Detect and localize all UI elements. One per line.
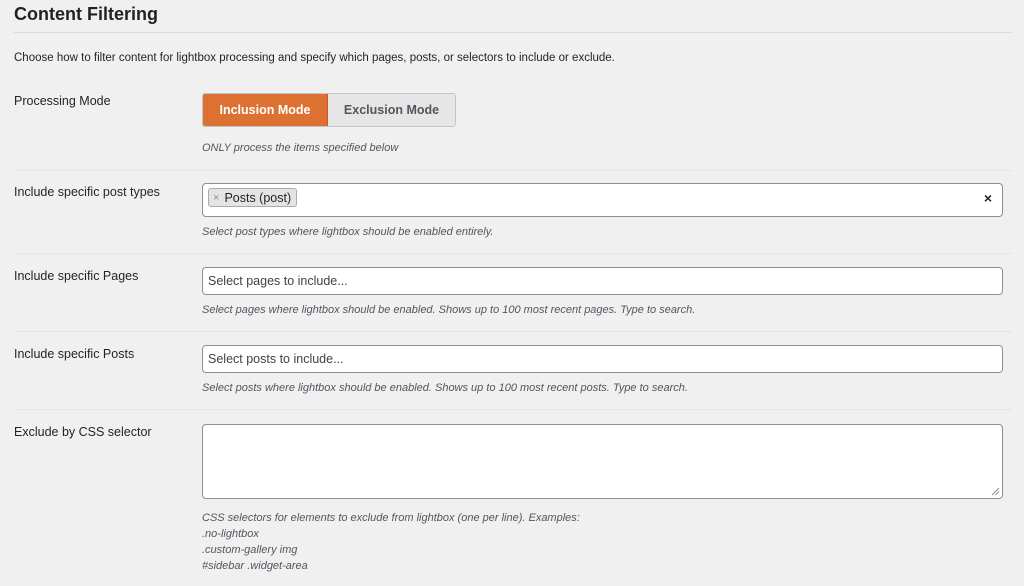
inclusion-mode-button[interactable]: Inclusion Mode <box>203 94 328 126</box>
post-types-description: Select post types where lightbox should be enabled entirely. <box>202 226 494 238</box>
processing-mode-toggle <box>202 93 456 127</box>
posts-select-placeholder: Select posts to include... <box>208 352 344 366</box>
post-type-tag-label: Posts (post) <box>224 190 292 205</box>
pages-select-placeholder: Select pages to include... <box>208 274 348 288</box>
row-divider <box>14 409 1012 410</box>
row-divider <box>14 170 1012 171</box>
processing-mode-label: Processing Mode <box>14 94 111 108</box>
post-types-label: Include specific post types <box>14 185 160 199</box>
tag-remove-icon[interactable]: × <box>213 191 220 204</box>
css-example: #sidebar .widget-area <box>202 560 308 572</box>
section-intro: Choose how to filter content for lightbox processing and specify which pages, posts, or selectors to include or exclude. <box>14 52 615 64</box>
css-selector-description: CSS selectors for elements to exclude from lightbox (one per line). Examples: <box>202 512 580 524</box>
exclusion-mode-button[interactable]: Exclusion Mode <box>328 94 455 126</box>
pages-label: Include specific Pages <box>14 269 139 283</box>
clear-selection-icon[interactable]: × <box>983 190 992 206</box>
pages-select[interactable] <box>202 267 1003 295</box>
resize-grip-icon[interactable] <box>990 486 1000 496</box>
css-example: .custom-gallery img <box>202 544 298 556</box>
posts-select[interactable] <box>202 345 1003 373</box>
row-divider <box>14 331 1012 332</box>
css-selector-textarea[interactable] <box>202 424 1003 499</box>
css-example: .no-lightbox <box>202 528 259 540</box>
title-divider <box>14 32 1012 33</box>
posts-label: Include specific Posts <box>14 347 135 361</box>
posts-description: Select posts where lightbox should be enabled. Shows up to 100 most recent posts. Type to search. <box>202 382 688 394</box>
css-selector-label: Exclude by CSS selector <box>14 425 152 439</box>
post-types-select[interactable] <box>202 183 1003 217</box>
pages-description: Select pages where lightbox should be enabled. Shows up to 100 most recent pages. Type to search. <box>202 304 696 316</box>
processing-mode-description: ONLY process the items specified below <box>202 142 399 154</box>
css-selector-help <box>202 510 580 574</box>
section-title: Content Filtering <box>14 4 158 24</box>
post-type-tag <box>208 188 297 207</box>
row-divider <box>14 253 1012 254</box>
